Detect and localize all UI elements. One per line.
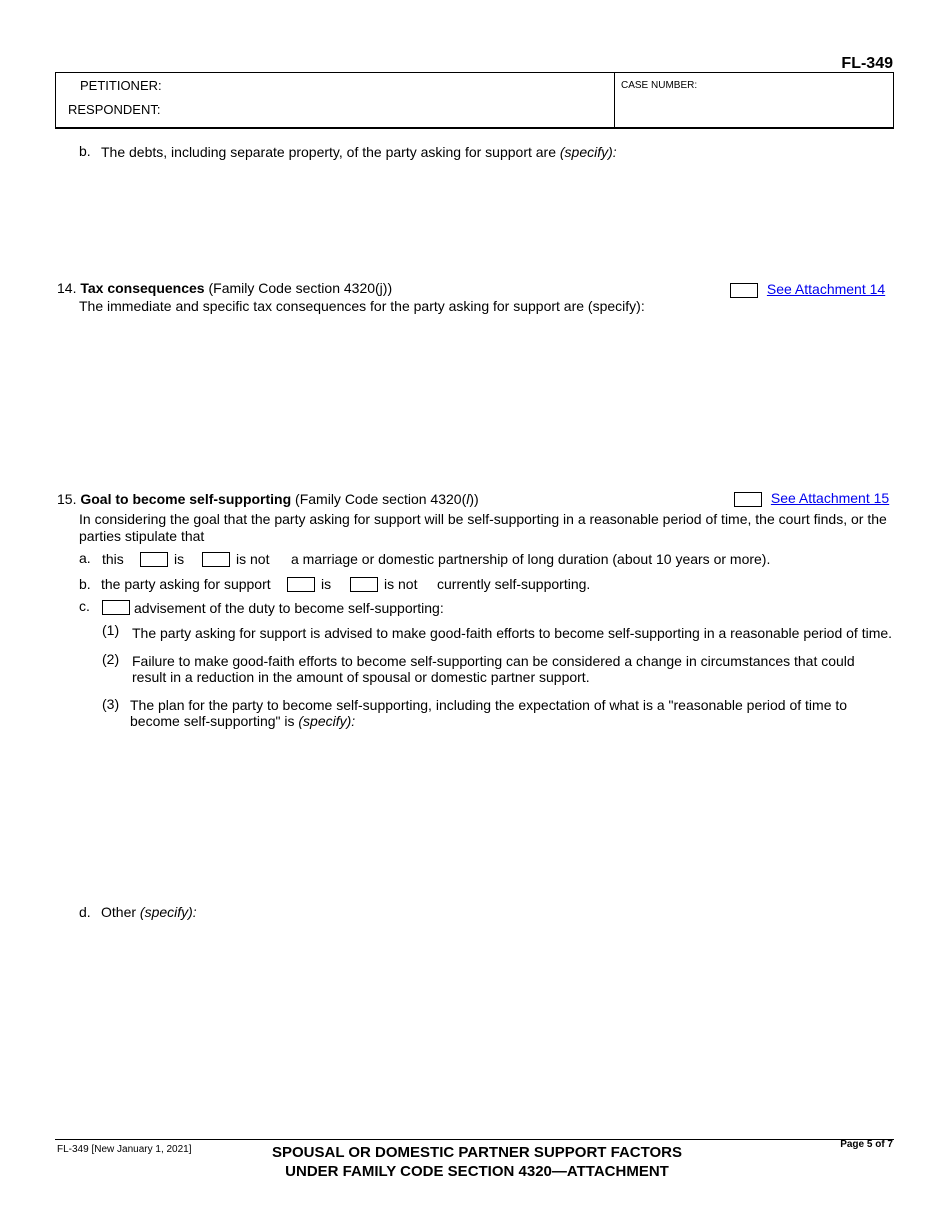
item14-code: (Family Code section 4320(j)) <box>208 280 393 296</box>
item15c2-num: (2) <box>102 651 120 667</box>
footer-page-number: Page 5 of 7 <box>840 1139 893 1150</box>
caption-box <box>55 72 894 129</box>
item15b-is: is <box>321 576 332 592</box>
item15-intro-line1: In considering the goal that the party asking for support will be self-supporting in a reasonable period of time, the court finds, or the <box>79 511 887 527</box>
item15-intro-line2: parties stipulate that <box>79 528 205 544</box>
item15d-text: Other <box>101 904 137 920</box>
footer-title-line1: SPOUSAL OR DOMESTIC PARTNER SUPPORT FACTORS <box>271 1144 683 1161</box>
footer-form-rev: FL-349 [New January 1, 2021] <box>57 1144 192 1155</box>
item15c3-num: (3) <box>102 696 120 712</box>
item14-attachment-link[interactable]: See Attachment 14 <box>766 281 886 297</box>
item15b-lead: the party asking for support <box>101 576 271 592</box>
item15b-text: currently self-supporting. <box>437 576 591 592</box>
item15a-is-checkbox[interactable] <box>140 552 168 567</box>
item15a-this: this <box>102 551 124 567</box>
item15d-specify: (specify): <box>139 904 197 920</box>
item14-title: Tax consequences <box>80 280 205 296</box>
item15b-letter: b. <box>79 576 91 592</box>
item13b-specify: (specify): <box>559 144 617 160</box>
item15d-line <box>101 904 197 921</box>
petitioner-label: PETITIONER: <box>80 78 162 93</box>
item15c-text: advisement of the duty to become self-supporting: <box>134 600 444 616</box>
item14-text: The immediate and specific tax consequences for the party asking for support are (specify): <box>79 298 645 314</box>
item15b-is-checkbox[interactable] <box>287 577 315 592</box>
item15c1-num: (1) <box>102 622 120 638</box>
item13b-letter: b. <box>79 143 91 159</box>
item14-heading <box>57 280 392 297</box>
item14-attachment-checkbox[interactable] <box>730 283 758 298</box>
item15a-letter: a. <box>79 550 91 566</box>
item15c-checkbox[interactable] <box>102 600 130 615</box>
case-number-label: CASE NUMBER: <box>621 80 698 91</box>
item15-attachment-link[interactable]: See Attachment 15 <box>770 490 890 506</box>
footer-rule <box>55 1139 894 1140</box>
item15-title: Goal to become self-supporting <box>80 491 292 507</box>
item15c1-text: The party asking for support is advised to make good-faith efforts to become self-supporting in a reasonable period of time. <box>132 625 893 641</box>
item15-code: (Family Code section 4320(l)) <box>295 491 479 507</box>
caption-divider <box>614 73 615 129</box>
respondent-label: RESPONDENT: <box>68 102 161 117</box>
footer-title-line2: UNDER FAMILY CODE SECTION 4320—ATTACHMENT <box>285 1163 669 1180</box>
item15a-is: is <box>174 551 185 567</box>
item15c3-specify: (specify): <box>298 713 356 729</box>
footer-title <box>194 1143 760 1181</box>
item15d-letter: d. <box>79 904 91 920</box>
form-id: FL-349 <box>841 55 893 72</box>
item15-attachment-checkbox[interactable] <box>734 492 762 507</box>
item15c3-line1: The plan for the party to become self-supporting, including the expectation of what is a "reasonable period of time to <box>130 697 848 713</box>
item14-number: 14. <box>57 280 77 296</box>
item15a-text: a marriage or domestic partnership of long duration (about 10 years or more). <box>291 551 771 567</box>
item14-attachment <box>730 281 885 298</box>
item15c3-line2: become self-supporting" is <box>130 713 295 729</box>
item15c2-line2: result in a reduction in the amount of spousal or domestic partner support. <box>132 669 590 685</box>
item15b-is-not-checkbox[interactable] <box>350 577 378 592</box>
item15-number: 15. <box>57 491 77 507</box>
item15a-is-not: is not <box>236 551 270 567</box>
item15-attachment <box>734 490 889 507</box>
item15a-is-not-checkbox[interactable] <box>202 552 230 567</box>
item15c-letter: c. <box>79 598 90 614</box>
item15-heading <box>57 491 479 508</box>
item15c3-line2-wrap <box>130 713 355 730</box>
item13b-text: The debts, including separate property, of the party asking for support are <box>101 144 556 160</box>
item13b-text-line <box>101 144 617 161</box>
item15b-is-not: is not <box>384 576 418 592</box>
item15c2-line1: Failure to make good-faith efforts to become self-supporting can be considered a change in circumstances that could <box>132 653 855 669</box>
